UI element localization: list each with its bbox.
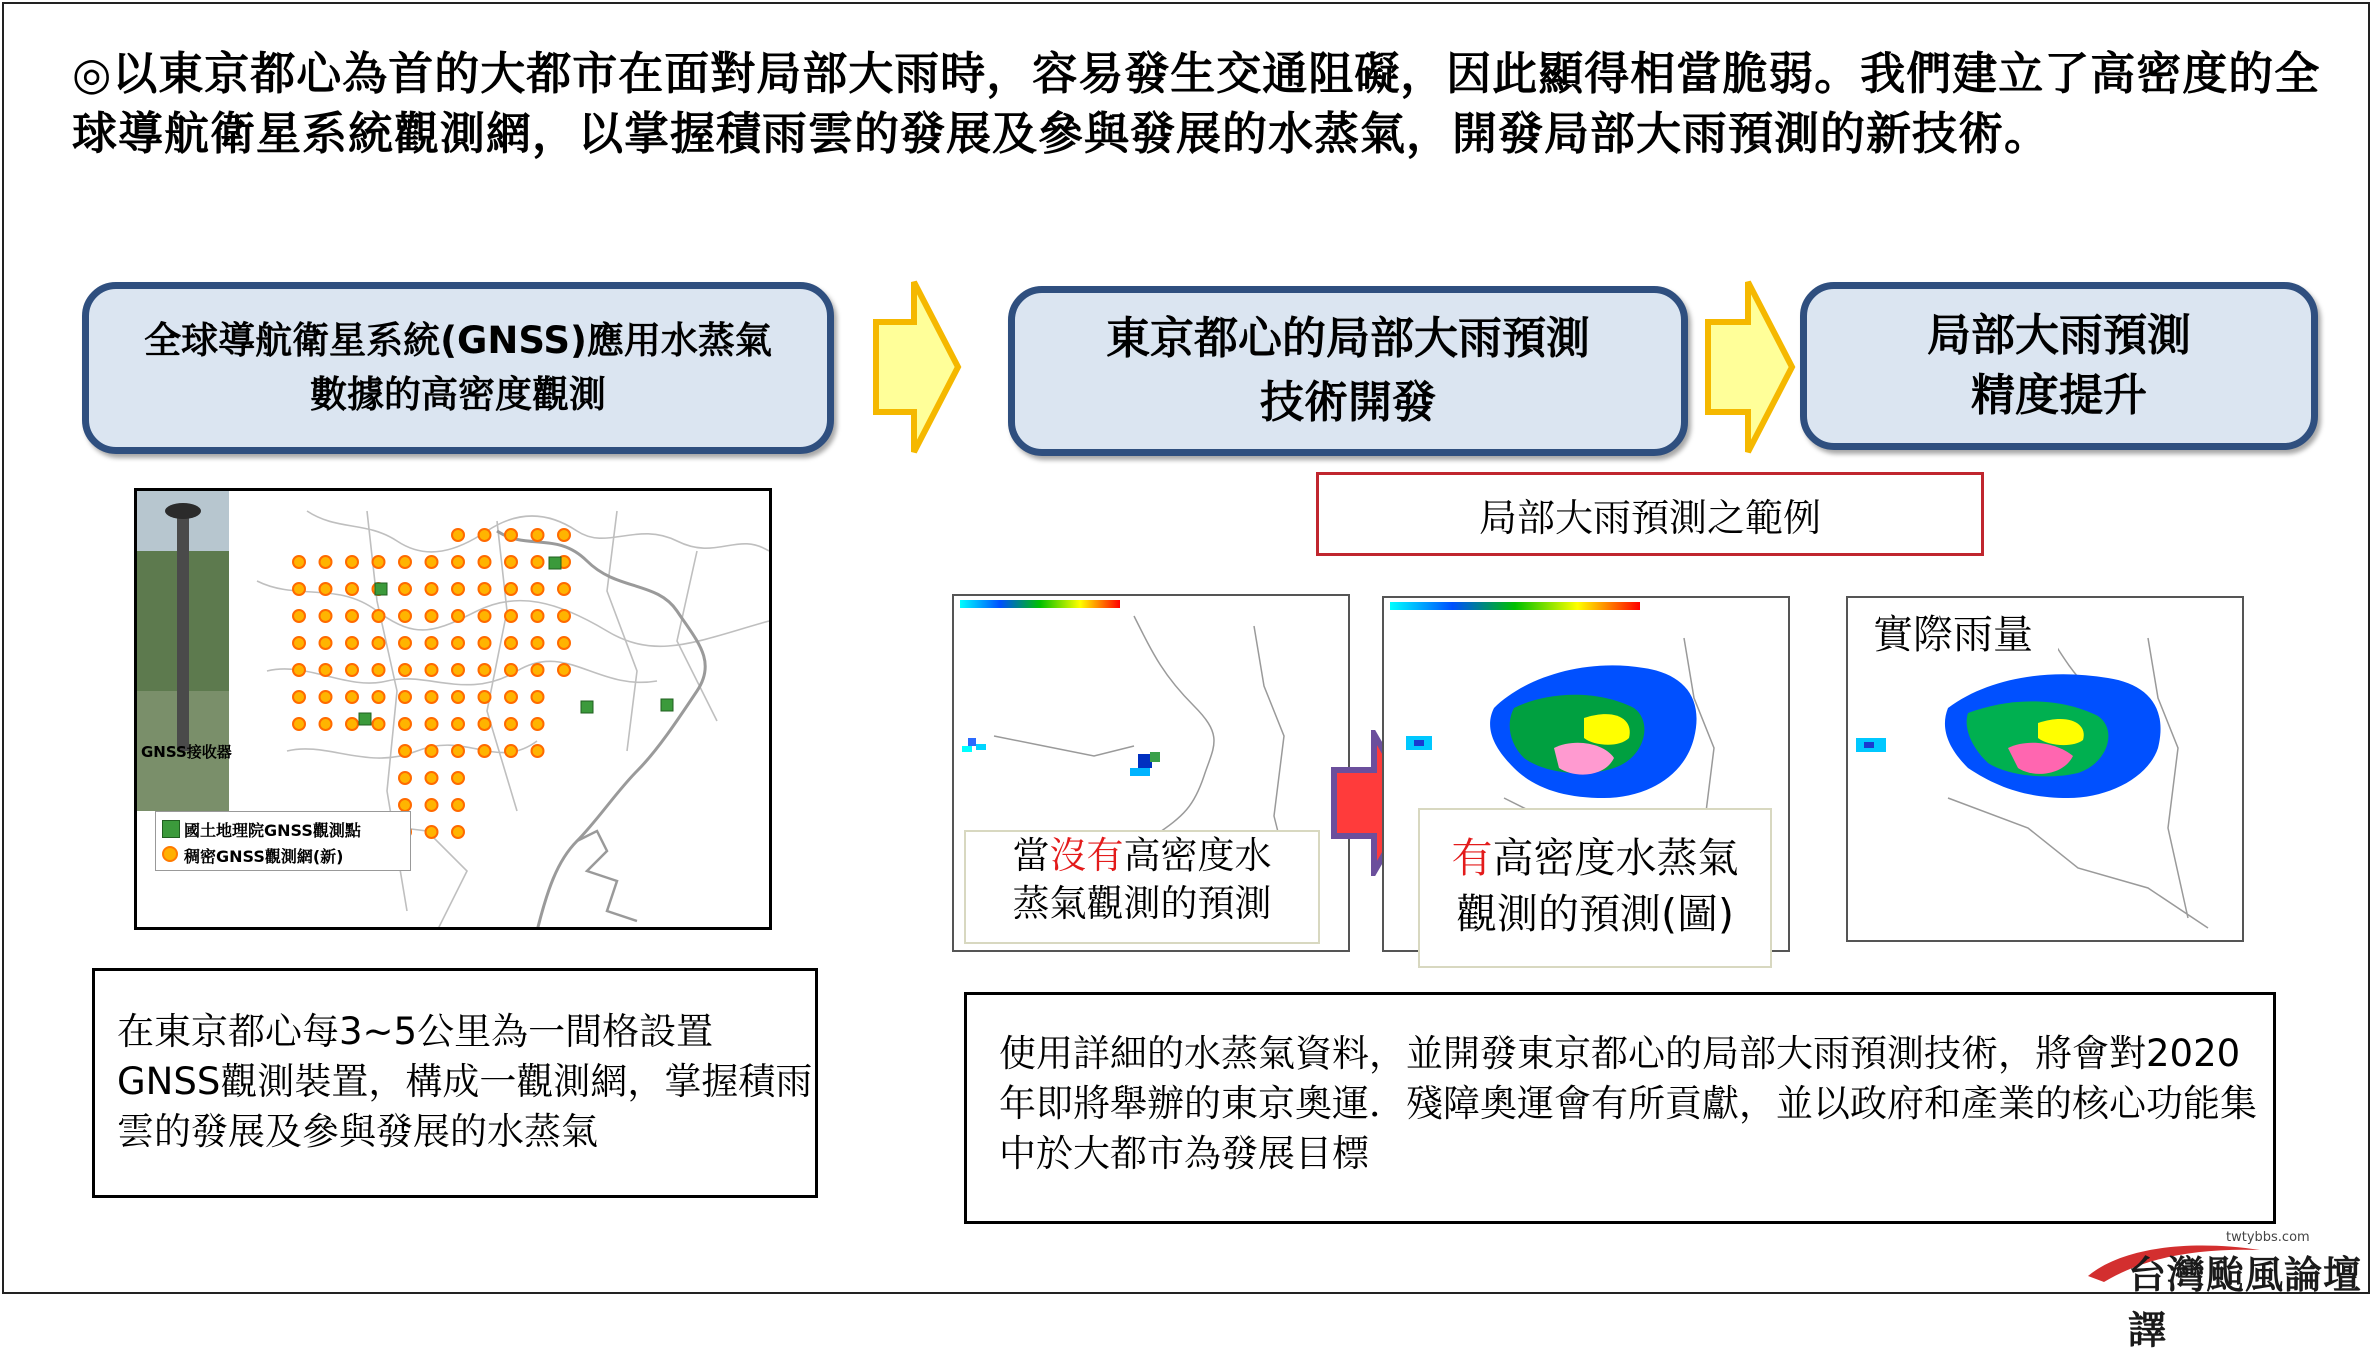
gnss-dot: [505, 637, 517, 649]
gnss-dot: [373, 691, 385, 703]
gnss-dot: [452, 799, 464, 811]
gnss-dot: [320, 664, 332, 676]
left-description: 在東京都心每3~5公里為一間格設置GNSS觀測裝置，構成一觀測網，掌握積雨雲的發展及參與發展的水蒸氣: [92, 968, 818, 1198]
gnss-dot: [426, 772, 438, 784]
dense-network-dots: [293, 529, 570, 838]
gnss-dot: [320, 718, 332, 730]
right-arrow-icon: [1704, 276, 1796, 458]
gnss-dot: [373, 718, 385, 730]
gnss-dot: [505, 745, 517, 757]
gnss-dot: [373, 610, 385, 622]
gnss-dot: [532, 637, 544, 649]
gnss-dot: [532, 691, 544, 703]
gnss-dot: [426, 664, 438, 676]
legend-item-dense: [184, 844, 343, 867]
gnss-dot: [479, 745, 491, 757]
gnss-dot: [293, 556, 305, 568]
gnss-receiver-photo: [137, 491, 229, 811]
gnss-dot: [479, 691, 491, 703]
gnss-dot: [373, 664, 385, 676]
legend-label: 國土地理院GNSS觀測點: [184, 821, 361, 840]
gnss-dot: [479, 610, 491, 622]
example-label: 局部大雨預測之範例: [1316, 472, 1984, 556]
gnss-dot: [346, 583, 358, 595]
gnss-dot: [532, 529, 544, 541]
gnss-dot: [320, 583, 332, 595]
gnss-dot: [505, 718, 517, 730]
gnss-dot: [373, 637, 385, 649]
right-description: 使用詳細的水蒸氣資料，並開發東京都心的局部大雨預測技術，將會對2020年即將舉辦的東京奧運．殘障奧運會有所貢獻，並以政府和產業的核心功能集中於大都市為發展目標: [964, 992, 2276, 1224]
gnss-dot: [399, 772, 411, 784]
gnss-dot: [426, 826, 438, 838]
slide-frame: [2, 2, 2370, 1352]
gnss-dot: [399, 610, 411, 622]
gnss-dot: [558, 529, 570, 541]
caption-actual-rainfall: 實際雨量: [1848, 608, 2058, 662]
gnss-dot: [558, 637, 570, 649]
legend-label: 稠密GNSS觀測網(新): [184, 847, 344, 866]
gnss-dot: [426, 610, 438, 622]
gnss-dot: [452, 745, 464, 757]
gnss-dot: [452, 718, 464, 730]
gnss-dot: [293, 637, 305, 649]
caption-with-dense-obs: 有高密度水蒸氣 觀測的預測(圖): [1418, 808, 1772, 968]
gnss-dot: [452, 664, 464, 676]
gnss-dot: [373, 556, 385, 568]
gnss-dot: [320, 691, 332, 703]
gnss-dot: [346, 637, 358, 649]
gnss-dot: [505, 529, 517, 541]
gnss-dot: [399, 583, 411, 595]
watermark-text: 台灣颱風論壇譯: [2128, 1252, 2363, 1352]
gnss-dot: [479, 718, 491, 730]
gnss-dot: [426, 691, 438, 703]
gnss-dot: [479, 637, 491, 649]
gnss-dot: [558, 610, 570, 622]
gnss-dot: [426, 583, 438, 595]
gnss-dot: [505, 556, 517, 568]
gnss-dot: [399, 556, 411, 568]
gnss-dot: [532, 664, 544, 676]
gnss-dot: [505, 610, 517, 622]
gnss-dot: [532, 556, 544, 568]
gnss-dot: [293, 664, 305, 676]
gnss-dot: [558, 583, 570, 595]
gnss-dot: [320, 556, 332, 568]
gnss-dot: [558, 664, 570, 676]
gnss-dot: [452, 610, 464, 622]
gnss-dot: [479, 529, 491, 541]
gnss-dot: [479, 664, 491, 676]
gnss-dot: [426, 745, 438, 757]
right-arrow-icon: [872, 276, 962, 458]
gnss-dot: [399, 664, 411, 676]
gnss-dot: [426, 637, 438, 649]
gnss-dot: [346, 556, 358, 568]
gnss-dot: [399, 637, 411, 649]
gnss-dot: [532, 583, 544, 595]
step-gnss-observation: 全球導航衛星系統(GNSS)應用水蒸氣 數據的高密度觀測: [82, 282, 834, 454]
gnss-dot: [479, 583, 491, 595]
gnss-dot: [293, 583, 305, 595]
gnss-dot: [346, 718, 358, 730]
gnss-dot: [346, 691, 358, 703]
gnss-dot: [346, 664, 358, 676]
gnss-dot: [452, 826, 464, 838]
headline: ◎以東京都心為首的大都市在面對局部大雨時，容易發生交通阻礙，因此顯得相當脆弱。我們建立了高密度的全球導航衛星系統觀測網，以掌握積雨雲的發展及參與發展的水蒸氣，開發局部大雨預測的新技術。: [72, 47, 2321, 160]
gnss-dot: [452, 691, 464, 703]
dense-network-dot-icon: [162, 846, 178, 862]
map-legend: [155, 811, 411, 871]
gnss-dot: [532, 610, 544, 622]
gnss-dot: [452, 529, 464, 541]
gnss-dot: [505, 583, 517, 595]
gnss-dot: [320, 610, 332, 622]
gnss-dot: [426, 556, 438, 568]
gnss-dot: [505, 691, 517, 703]
gnss-dot: [452, 772, 464, 784]
caption-without-dense-obs: 當沒有高密度水 蒸氣觀測的預測: [964, 830, 1320, 944]
gnss-dot: [452, 556, 464, 568]
gnss-dot: [320, 637, 332, 649]
gnss-dot: [346, 610, 358, 622]
gnss-dot: [532, 745, 544, 757]
gnss-dot: [399, 745, 411, 757]
gnss-dot: [293, 691, 305, 703]
gnss-dot: [293, 718, 305, 730]
gnss-dot: [399, 718, 411, 730]
legend-item-gsi: [184, 818, 361, 841]
gnss-network-map: [134, 488, 772, 930]
gnss-dot: [452, 583, 464, 595]
gsi-station-icon: [162, 820, 180, 838]
radar-actual-rainfall: [1846, 596, 2244, 942]
gnss-dot: [505, 664, 517, 676]
gnss-dot: [399, 799, 411, 811]
step-accuracy-improvement: 局部大雨預測 精度提升: [1800, 282, 2318, 450]
gnss-dot: [532, 718, 544, 730]
step-forecast-development: 東京都心的局部大雨預測 技術開發: [1008, 286, 1688, 456]
gnss-dot: [426, 718, 438, 730]
gnss-dot: [426, 799, 438, 811]
gnss-dot: [479, 556, 491, 568]
gnss-dot: [452, 637, 464, 649]
receiver-label: GNSS接收器: [141, 743, 232, 761]
gnss-dot: [399, 691, 411, 703]
watermark-url: twtybbs.com: [2226, 1230, 2310, 1245]
gnss-dot: [293, 610, 305, 622]
